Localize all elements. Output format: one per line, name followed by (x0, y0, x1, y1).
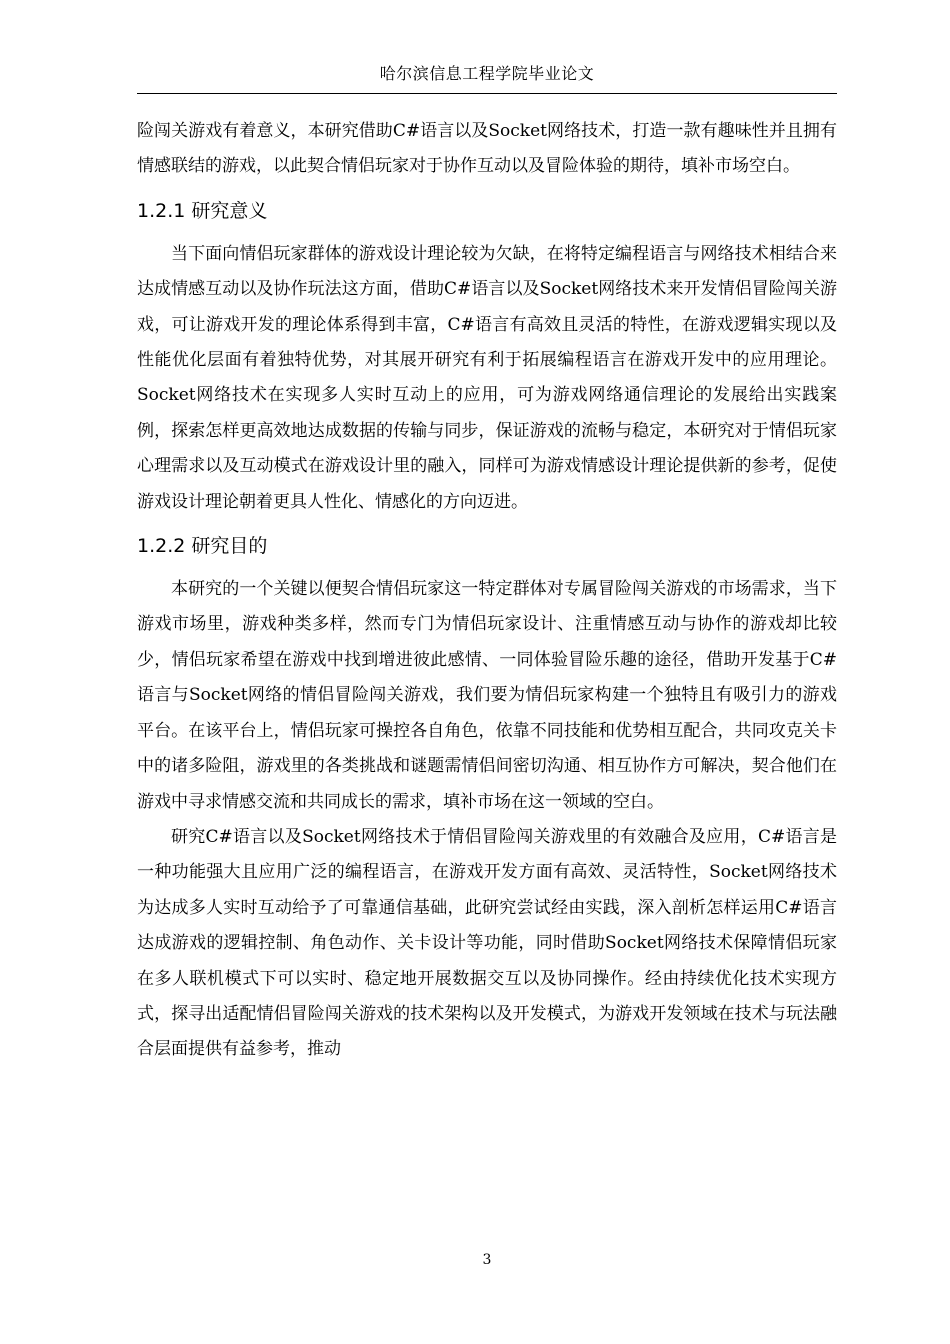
intro-paragraph: 险闯关游戏有着意义，本研究借助C#语言以及Socket网络技术，打造一款有趣味性并且拥有情感联结的游戏，以此契合情侣玩家对于协作互动以及冒险体验的期待，填补市场空白。 (137, 121, 837, 177)
page-body (137, 114, 837, 1068)
research-purpose-paragraph-1: 本研究的一个关键以便契合情侣玩家这一特定群体对专属冒险闯关游戏的市场需求，当下游戏市场里，游戏种类多样，然而专门为情侣玩家设计、注重情感互动与协作的游戏却比较少，情侣玩家希望在游戏中找到增进彼此感情、一同体验冒险乐趣的途径，借助开发基于C#语言与Socket网络的情侣冒险闯关游戏，我们要为情侣玩家构建一个独特且有吸引力的游戏平台。在该平台上，情侣玩家可操控各自角色，依靠不同技能和优势相互配合，共同攻克关卡中的诸多险阻，游戏里的各类挑战和谜题需情侣间密切沟通、相互协作方可解决，契合他们在游戏中寻求情感交流和共同成长的需求，填补市场在这一领域的空白。 (137, 579, 837, 812)
section-heading-research-significance: 1.2.1 研究意义 (137, 199, 268, 222)
research-purpose-paragraph-2: 研究C#语言以及Socket网络技术于情侣冒险闯关游戏里的有效融合及应用，C#语言是一种功能强大且应用广泛的编程语言，在游戏开发方面有高效、灵活特性，Socket网络技术为达成多人实时互动给予了可靠通信基础，此研究尝试经由实践，深入剖析怎样运用C#语言达成游戏的逻辑控制、角色动作、关卡设计等功能，同时借助Socket网络技术保障情侣玩家在多人联机模式下可以实时、稳定地开展数据交互以及协同操作。经由持续优化技术实现方式，探寻出适配情侣冒险闯关游戏的技术架构以及开发模式，为游戏开发领域在技术与玩法融合层面提供有益参考，推动 (137, 826, 837, 1060)
header-divider (137, 93, 837, 94)
running-header-title: 哈尔滨信息工程学院毕业论文 (379, 64, 595, 83)
section-heading-research-purpose: 1.2.2 研究目的 (137, 535, 268, 558)
research-significance-paragraph: 当下面向情侣玩家群体的游戏设计理论较为欠缺，在将特定编程语言与网络技术相结合来达成情感互动以及协作玩法这方面，借助C#语言以及Socket网络技术来开发情侣冒险闯关游戏，可让游戏开发的理论体系得到丰富，C#语言有高效且灵活的特性，在游戏逻辑实现以及性能优化层面有着独特优势，对其展开研究有利于拓展编程语言在游戏开发中的应用理论。Socket网络技术在实现多人实时互动上的应用，可为游戏网络通信理论的发展给出实践案例，探索怎样更高效地达成数据的传输与同步，保证游戏的流畅与稳定，本研究对于情侣玩家心理需求以及互动模式在游戏设计里的融入，同样可为游戏情感设计理论提供新的参考，促使游戏设计理论朝着更具人性化、情感化的方向迈进。 (137, 243, 837, 512)
page-number: 3 (482, 1252, 492, 1268)
